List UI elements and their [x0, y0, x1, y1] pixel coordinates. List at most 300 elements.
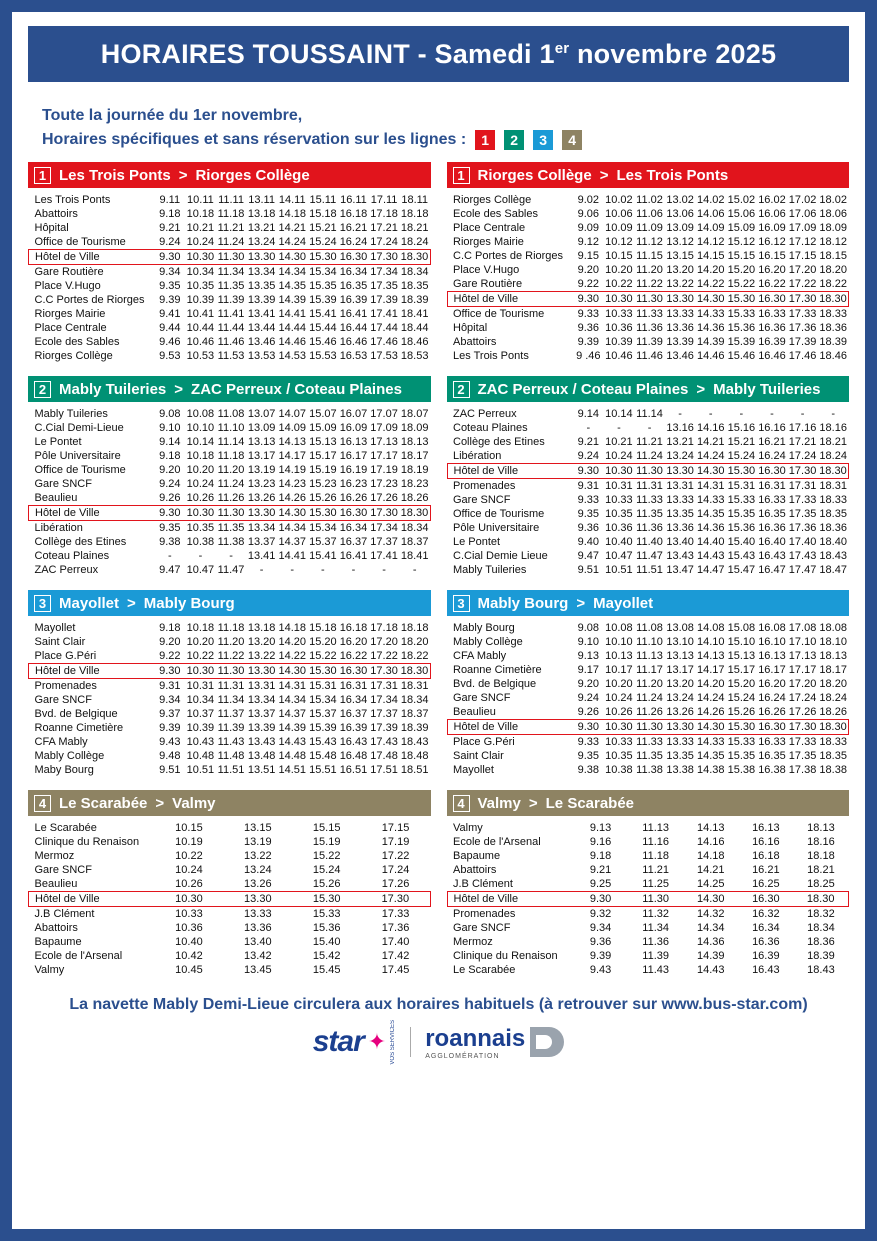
departure-time: 18.13	[807, 822, 835, 834]
departure-time: 11.30	[636, 721, 663, 733]
departure-time: 10.35	[186, 522, 215, 534]
departure-time: 15.45	[312, 964, 341, 976]
table-row	[447, 464, 849, 479]
departure-time: 17.40	[381, 936, 410, 948]
departure-time: 10.30	[186, 507, 215, 519]
departure-time: 13.33	[666, 308, 694, 320]
departure-time: 9.18	[589, 850, 612, 862]
table-row	[29, 349, 431, 363]
departure-time: 9.37	[159, 708, 181, 720]
departure-time: 18.25	[807, 878, 835, 890]
departure-time: 14.41	[278, 550, 306, 562]
stop-name: Promenades	[453, 480, 516, 492]
departure-time: 18.34	[400, 522, 429, 534]
departure-time: 15.18	[309, 622, 337, 634]
departure-time: 10.14	[186, 436, 215, 448]
table-row	[447, 635, 849, 649]
departure-time: 13.41	[247, 550, 276, 562]
departure-time: 16.21	[752, 864, 780, 876]
departure-time: 10.30	[186, 665, 215, 677]
departure-time: 18.24	[819, 450, 847, 462]
departure-time: 18.43	[819, 550, 847, 562]
stop-name: Gare SNCF	[34, 478, 92, 490]
table-row	[29, 907, 431, 922]
table-row	[447, 349, 849, 363]
departure-time: 11.10	[217, 422, 245, 434]
departure-time: 14.20	[696, 678, 725, 690]
table-row	[29, 449, 431, 463]
departure-time: 13.36	[666, 322, 694, 334]
departure-time: 10.34	[186, 694, 215, 706]
block-spacer	[28, 577, 431, 586]
table-row	[29, 935, 431, 949]
departure-time: 9 .46	[576, 350, 601, 362]
departure-time: 17.43	[370, 736, 398, 748]
departure-time: 16.22	[339, 650, 368, 662]
departure-time: 13.42	[244, 950, 272, 962]
departure-time: 15.30	[727, 465, 756, 477]
departure-time: 13.30	[247, 665, 276, 677]
line-number-badge: 1	[453, 167, 470, 184]
table-row	[447, 949, 849, 963]
departure-time: 14.06	[696, 208, 725, 220]
table-row	[447, 507, 849, 521]
departure-time: 10.22	[175, 850, 203, 862]
departure-time: 11.46	[636, 350, 663, 362]
departure-time: 16.53	[339, 350, 368, 362]
departure-time: 14.11	[278, 194, 306, 206]
table-row	[29, 649, 431, 664]
star-icon: ✦	[367, 1029, 387, 1055]
departure-time: 13.36	[666, 522, 694, 534]
departure-time: 15.26	[727, 706, 756, 718]
departure-time: -	[831, 408, 836, 420]
departure-time: 13.22	[666, 278, 694, 290]
departure-time: 9.18	[159, 208, 181, 220]
table-row	[447, 535, 849, 549]
departure-time: 9.41	[159, 308, 181, 320]
departure-time: 16.09	[758, 222, 786, 234]
departure-time: 11.38	[217, 536, 245, 548]
departure-time: 13.37	[247, 536, 276, 548]
departure-time: 13.16	[666, 422, 694, 434]
departure-time: 16.34	[752, 922, 780, 934]
departure-time: 10.31	[605, 480, 633, 492]
stop-name: Promenades	[453, 908, 516, 920]
stop-name: Bvd. de Belgique	[453, 678, 537, 690]
departure-time: 14.39	[696, 336, 725, 348]
departure-time: 18.15	[819, 250, 847, 262]
departure-time: 11.02	[636, 194, 663, 206]
stop-name: Les Trois Ponts	[453, 350, 529, 362]
timetable-block	[28, 790, 431, 986]
departure-time: 18.21	[819, 436, 847, 448]
departure-time: 15.33	[727, 736, 756, 748]
departure-time: 10.06	[605, 208, 633, 220]
departure-time: 18.09	[819, 222, 847, 234]
departure-time: 15.23	[309, 478, 337, 490]
table-row	[29, 293, 431, 307]
departure-time: 18.37	[400, 536, 429, 548]
departure-time: 16.30	[339, 665, 368, 677]
departure-time: 11.43	[642, 964, 669, 976]
line-chip-4: 4	[562, 130, 582, 150]
departure-time: 14.31	[278, 680, 306, 692]
stop-name: Beaulieu	[453, 706, 496, 718]
departure-time: 10.33	[175, 908, 203, 920]
departure-time: 18.13	[819, 650, 847, 662]
timetable	[447, 621, 850, 777]
stop-name: Office de Tourisme	[453, 308, 545, 320]
departure-time: 10.36	[175, 922, 203, 934]
departure-time: 14.43	[696, 964, 725, 976]
departure-time: 17.34	[370, 522, 398, 534]
departure-time: 9.10	[159, 422, 181, 434]
departure-time: 18.34	[400, 694, 429, 706]
departure-time: 9.44	[159, 322, 181, 334]
departure-time: 9.22	[159, 650, 181, 662]
departure-time: 11.13	[642, 822, 669, 834]
departure-time: -	[259, 564, 264, 576]
departure-time: 16.32	[752, 908, 780, 920]
departure-time: 15.07	[309, 408, 337, 420]
departure-time: 15.53	[309, 350, 337, 362]
direction-arrow-icon: >	[127, 594, 136, 612]
departure-time: 16.16	[752, 836, 780, 848]
departure-time: 11.47	[217, 564, 245, 576]
departure-time: 13.12	[666, 236, 694, 248]
departure-time: 18.24	[819, 692, 847, 704]
departure-time: 15.34	[309, 522, 337, 534]
roannais-logo	[425, 1025, 564, 1060]
departure-time: 10.15	[605, 250, 633, 262]
table-row	[447, 207, 849, 221]
departure-time: 9.36	[589, 936, 612, 948]
departure-time: 16.11	[340, 194, 367, 206]
departure-time: 10.17	[605, 664, 633, 676]
departure-time: 9.35	[577, 508, 600, 520]
departure-time: 13.22	[244, 850, 272, 862]
departure-time: 18.13	[400, 436, 429, 448]
logo-divider	[410, 1027, 411, 1057]
departure-time: 18.43	[807, 964, 835, 976]
stop-name: Coteau Plaines	[34, 550, 110, 562]
departure-time: 17.13	[788, 650, 817, 662]
departure-time: 16.39	[758, 336, 786, 348]
departure-time: 13.17	[247, 450, 276, 462]
departure-time: 14.17	[278, 450, 306, 462]
departure-time: 15.24	[309, 236, 337, 248]
departure-time: 13.31	[247, 680, 276, 692]
departure-time: 18.11	[401, 194, 429, 206]
departure-time: 13.13	[666, 650, 694, 662]
table-row	[447, 649, 849, 663]
stop-name: Bapaume	[34, 936, 82, 948]
table-row	[447, 563, 849, 577]
table-row	[29, 707, 431, 721]
stop-name: Gare SNCF	[453, 922, 511, 934]
departure-time: 13.37	[247, 708, 276, 720]
table-row	[447, 892, 849, 907]
line-number-badge: 2	[453, 381, 470, 398]
table-row	[447, 863, 849, 877]
departure-time: 11.14	[217, 436, 245, 448]
departure-time: 17.44	[370, 322, 398, 334]
departure-time: 13.30	[247, 507, 276, 519]
departure-time: 15.20	[727, 678, 756, 690]
departure-time: 17.37	[370, 536, 398, 548]
departure-time: 17.19	[370, 464, 398, 476]
departure-time: 11.20	[217, 464, 245, 476]
block-spacer	[447, 777, 850, 786]
departure-time: 15.15	[727, 250, 756, 262]
stop-name: Office de Tourisme	[34, 236, 126, 248]
departure-time: 17.15	[381, 822, 410, 834]
roannais-logo-sub: AGGLOMÉRATION	[425, 1052, 500, 1060]
table-row	[447, 849, 849, 863]
stop-name: Place V.Hugo	[34, 280, 101, 292]
departure-time: 13.24	[244, 864, 272, 876]
stop-name: Clinique du Renaison	[34, 836, 140, 848]
departure-time: 14.09	[696, 222, 725, 234]
departure-time: 9.18	[159, 622, 181, 634]
line-origin: Mably Bourg	[477, 594, 569, 612]
departure-time: 15.51	[309, 764, 337, 776]
departure-time: 9.18	[159, 450, 181, 462]
departure-time: 9.25	[589, 878, 612, 890]
departure-time: 14.34	[696, 922, 725, 934]
departure-time: 10.20	[186, 464, 215, 476]
line-origin: Les Trois Ponts	[59, 166, 171, 184]
stop-name: Bapaume	[453, 850, 501, 862]
departure-time: 14.36	[696, 522, 725, 534]
departure-time: 15.39	[309, 722, 337, 734]
departure-time: 10.39	[605, 336, 633, 348]
table-row	[29, 435, 431, 449]
stop-name: Hôtel de Ville	[447, 892, 573, 907]
departure-time: 14.43	[696, 550, 725, 562]
departure-time: 16.20	[339, 636, 368, 648]
departure-time: 13.09	[247, 422, 276, 434]
line-header-2	[447, 376, 850, 402]
departure-time: 13.46	[247, 336, 276, 348]
departure-time: 15.30	[292, 892, 361, 907]
departure-time: 13.35	[666, 508, 694, 520]
departure-time: 14.35	[696, 750, 725, 762]
timetable-block	[447, 162, 850, 372]
departure-time: 11.34	[642, 922, 669, 934]
departure-time: 11.20	[636, 678, 663, 690]
departure-time: 15.30	[727, 293, 756, 305]
departure-time: 17.33	[788, 736, 817, 748]
departure-time: 11.22	[636, 278, 663, 290]
departure-time: 13.40	[666, 536, 694, 548]
departure-time: 11.32	[642, 908, 669, 920]
stop-name: Hôpital	[453, 322, 488, 334]
departure-time: -	[678, 408, 682, 420]
departure-time: 14.32	[696, 908, 725, 920]
departure-time: 13.38	[666, 764, 694, 776]
departure-time: 16.12	[758, 236, 786, 248]
departure-time: 9.39	[577, 336, 600, 348]
departure-time: -	[167, 550, 172, 562]
departure-time: 14.26	[696, 706, 725, 718]
departure-time: 18.33	[819, 736, 847, 748]
departure-time: 9.35	[577, 750, 600, 762]
departure-time: 11.10	[636, 636, 663, 648]
departure-time: 11.18	[217, 622, 245, 634]
departure-time: 15.19	[309, 464, 337, 476]
table-row	[29, 477, 431, 491]
departure-time: 10.36	[605, 522, 633, 534]
departure-time: 10.41	[186, 308, 215, 320]
departure-time: 17.36	[788, 522, 817, 534]
departure-time: 13.26	[666, 706, 694, 718]
departure-time: 15.13	[727, 650, 756, 662]
stop-name: Hôtel de Ville	[29, 892, 155, 907]
departure-time: 16.15	[758, 250, 786, 262]
stop-name: Mably Collège	[34, 750, 105, 762]
departure-time: 18.07	[400, 408, 429, 420]
page-title-main: HORAIRES TOUSSAINT - Samedi 1	[100, 38, 555, 69]
departure-time: 17.18	[370, 208, 398, 220]
departure-time: 16.36	[758, 322, 786, 334]
departure-time: 14.34	[278, 522, 306, 534]
table-row	[29, 506, 431, 521]
intro-line-2: Horaires spécifiques et sans réservation sur les lignes :	[42, 131, 467, 148]
departure-time: 13.11	[248, 194, 275, 206]
departure-time: -	[708, 408, 713, 420]
departure-time: 18.51	[400, 764, 429, 776]
departure-time: 18.35	[400, 280, 429, 292]
departure-time: 11.20	[217, 636, 245, 648]
departure-time: 9.06	[577, 208, 600, 220]
stop-name: Maby Bourg	[34, 764, 94, 776]
departure-time: 13.18	[247, 622, 276, 634]
table-row	[447, 321, 849, 335]
departure-time: 11.37	[217, 708, 245, 720]
departure-time: 17.31	[788, 480, 817, 492]
departure-time: 17.51	[370, 764, 398, 776]
departure-time: 13.30	[247, 251, 276, 263]
departure-time: 9.20	[577, 264, 600, 276]
timetable-block	[447, 790, 850, 986]
timetable-block	[447, 590, 850, 786]
departure-time: 15.24	[727, 450, 756, 462]
departure-time: 10.15	[175, 822, 203, 834]
departure-time: 13.47	[666, 564, 694, 576]
line-header-1	[447, 162, 850, 188]
departure-time: 16.18	[339, 208, 368, 220]
departure-time: 17.18	[370, 622, 398, 634]
departure-time: 11.36	[642, 936, 669, 948]
table-row	[29, 635, 431, 649]
departure-time: 15.33	[727, 494, 756, 506]
departure-time: 14.30	[278, 665, 306, 677]
departure-time: 9.14	[577, 408, 600, 420]
table-row	[29, 679, 431, 694]
departure-time: 10.21	[605, 436, 633, 448]
departure-time: 18.30	[400, 665, 429, 677]
stop-name: Les Trois Ponts	[34, 194, 111, 206]
departure-time: 16.17	[758, 664, 786, 676]
stop-name: Libération	[34, 522, 83, 534]
departure-time: 17.17	[370, 450, 398, 462]
table-row	[447, 907, 849, 922]
departure-time: 17.53	[370, 350, 398, 362]
departure-time: 18.30	[400, 251, 429, 263]
departure-time: 10.26	[186, 492, 215, 504]
line-destination: Mably Tuileries	[713, 380, 821, 398]
departure-time: 11.24	[636, 692, 663, 704]
departure-time: 16.26	[758, 706, 786, 718]
departure-time: 11.46	[217, 336, 245, 348]
departure-time: 17.46	[370, 336, 398, 348]
departure-time: 16.35	[758, 508, 786, 520]
departure-time: 18.23	[400, 478, 429, 490]
departure-time: 14.13	[696, 822, 725, 834]
departure-time: 14.22	[278, 650, 306, 662]
departure-time: 14.46	[696, 350, 725, 362]
departure-time: 11.40	[636, 536, 663, 548]
departure-time: 16.34	[339, 522, 368, 534]
departure-time: 17.33	[788, 308, 817, 320]
timetable	[447, 193, 850, 363]
departure-time: 11.30	[628, 892, 683, 907]
departure-time: 15.24	[312, 864, 341, 876]
departure-time: 18.44	[400, 322, 429, 334]
departure-time: 16.31	[339, 680, 368, 692]
departure-time: 17.30	[788, 721, 817, 733]
departure-time: 16.31	[758, 480, 786, 492]
departure-time: 11.39	[642, 950, 669, 962]
departure-time: 11.39	[217, 722, 245, 734]
line-chip-1: 1	[475, 130, 495, 150]
departure-time: 14.24	[696, 450, 725, 462]
departure-time: 17.36	[788, 322, 817, 334]
line-destination: Riorges Collège	[195, 166, 310, 184]
stop-name: C.C Portes de Riorges	[34, 294, 145, 306]
departure-time: 15.42	[312, 950, 341, 962]
departure-time: 10.40	[175, 936, 203, 948]
stop-name: CFA Mably	[34, 736, 88, 748]
departure-time: 10.47	[605, 550, 633, 562]
stop-name: Valmy	[34, 964, 65, 976]
stop-name: Abattoirs	[34, 922, 78, 934]
line-destination: ZAC Perreux / Coteau Plaines	[191, 380, 402, 398]
departure-time: 14.17	[696, 664, 725, 676]
departure-time: 13.10	[666, 636, 694, 648]
departure-time: 16.44	[339, 322, 368, 334]
departure-time: 18.48	[400, 750, 429, 762]
departure-time: 14.18	[696, 850, 725, 862]
departure-time: 17.33	[788, 494, 817, 506]
table-row	[447, 435, 849, 449]
departure-time: 18.36	[807, 936, 835, 948]
departure-time: 13.30	[223, 892, 292, 907]
departure-time: 11.36	[636, 322, 663, 334]
departure-time: 17.35	[788, 508, 817, 520]
line-header-1	[28, 162, 431, 188]
departure-time: 9.17	[577, 664, 600, 676]
departure-time: 10.24	[605, 450, 633, 462]
departure-time: 10.22	[186, 650, 215, 662]
stop-name: Ecole de l'Arsenal	[34, 950, 123, 962]
departure-time: 14.46	[278, 336, 306, 348]
departure-time: 18.21	[400, 222, 429, 234]
departure-time: 17.22	[381, 850, 410, 862]
stop-name: Beaulieu	[34, 878, 78, 890]
